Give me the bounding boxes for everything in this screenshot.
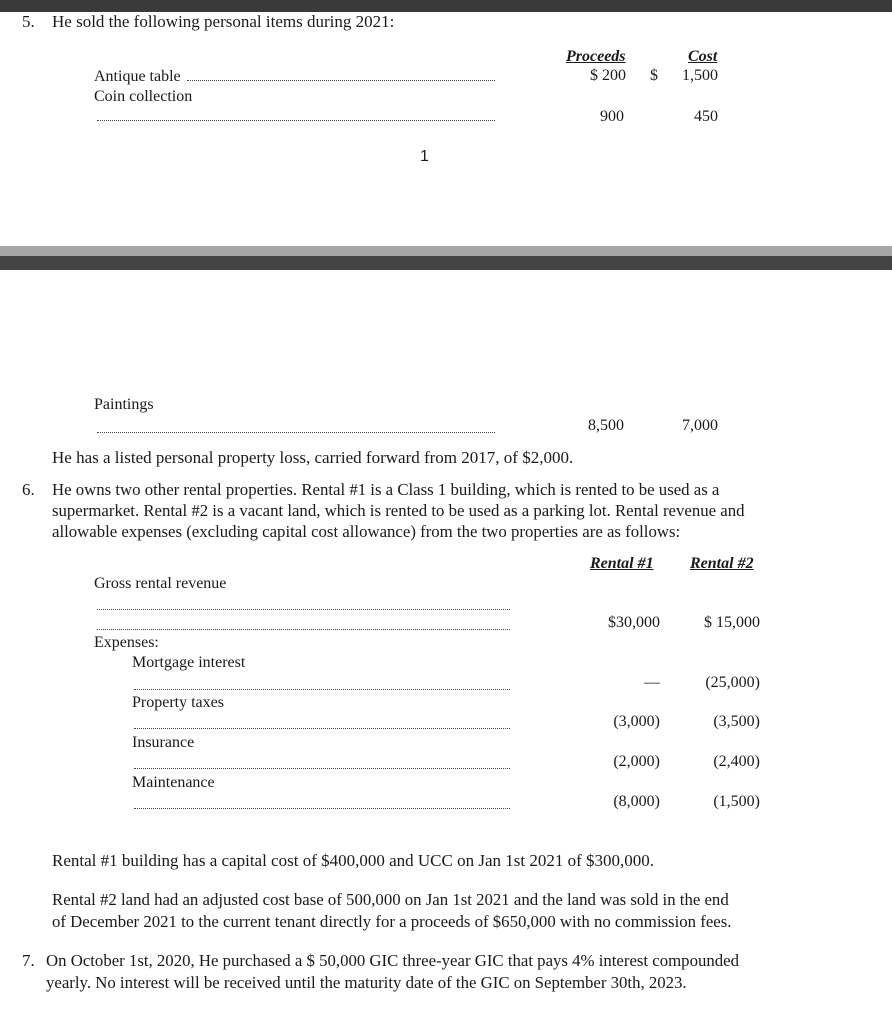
mortgage-rental1: — [644, 674, 660, 691]
leader-dots [134, 728, 510, 729]
mortgage-interest-label: Mortgage interest [132, 654, 246, 671]
page-number: 1 [420, 148, 429, 165]
antique-proceeds: $ 200 [590, 67, 626, 84]
item6-number: 6. [22, 480, 35, 499]
leader-dots [97, 120, 495, 121]
page-break-edge [0, 256, 892, 270]
gross-rental2: $ 15,000 [704, 614, 760, 631]
paintings-cost: 7,000 [682, 417, 718, 434]
antique-table-label: Antique table [94, 68, 181, 85]
maintenance-label: Maintenance [132, 774, 215, 791]
top-page-edge [0, 0, 892, 12]
expenses-label: Expenses: [94, 634, 159, 651]
item7-number: 7. [22, 951, 35, 970]
item5-number: 5. [22, 12, 35, 31]
antique-cost-sign: $ [650, 67, 658, 84]
property-taxes-label: Property taxes [132, 694, 224, 711]
paintings-label: Paintings [94, 396, 154, 413]
leader-dots [97, 629, 510, 630]
leader-dots [97, 432, 495, 433]
page-break-gap [0, 246, 892, 256]
item5-text: He sold the following personal items during 2021: [52, 12, 395, 31]
item7-line-1: On October 1st, 2020, He purchased a $ 50,000 GIC three-year GIC that pays 4% interest compounded [46, 951, 739, 970]
item6-line-3: allowable expenses (excluding capital cost allowance) from the two properties are as follows: [52, 522, 681, 541]
leader-dots [134, 808, 510, 809]
coin-proceeds: 900 [600, 108, 624, 125]
paintings-proceeds: 8,500 [588, 417, 624, 434]
coin-collection-label: Coin collection [94, 88, 193, 105]
property-taxes-rental2: (3,500) [713, 713, 760, 730]
insurance-rental1: (2,000) [613, 753, 660, 770]
rental2-note-line-1: Rental #2 land had an adjusted cost base of 500,000 on Jan 1st 2021 and the land was sold in the end [52, 890, 729, 909]
property-taxes-rental1: (3,000) [613, 713, 660, 730]
item6-line-2: supermarket. Rental #2 is a vacant land, which is rented to be used as a parking lot. Rental revenue and [52, 501, 745, 520]
leader-dots [134, 689, 510, 690]
insurance-rental2: (2,400) [713, 753, 760, 770]
rental2-header: Rental #2 [690, 555, 754, 572]
rental2-note-line-2: of December 2021 to the current tenant directly for a proceeds of $650,000 with no commission fees. [52, 912, 732, 931]
antique-cost: 1,500 [682, 67, 718, 84]
leader-dots [134, 768, 510, 769]
rental1-header: Rental #1 [590, 555, 654, 572]
coin-cost: 450 [694, 108, 718, 125]
maintenance-rental2: (1,500) [713, 793, 760, 810]
maintenance-rental1: (8,000) [613, 793, 660, 810]
item6-line-1: He owns two other rental properties. Rental #1 is a Class 1 building, which is rented to be used as a [52, 480, 720, 499]
gross-revenue-label: Gross rental revenue [94, 575, 227, 592]
leader-dots [97, 609, 510, 610]
proceeds-header: Proceeds [566, 48, 626, 65]
listed-loss-text: He has a listed personal property loss, carried forward from 2017, of $2,000. [52, 448, 574, 467]
insurance-label: Insurance [132, 734, 195, 751]
item7-line-2: yearly. No interest will be received until the maturity date of the GIC on September 30th, 2023. [46, 973, 687, 992]
mortgage-rental2: (25,000) [705, 674, 760, 691]
cost-header: Cost [688, 48, 718, 65]
leader-dots [187, 80, 495, 81]
rental1-note: Rental #1 building has a capital cost of $400,000 and UCC on Jan 1st 2021 of $300,000. [52, 851, 655, 870]
gross-rental1: $30,000 [608, 614, 660, 631]
